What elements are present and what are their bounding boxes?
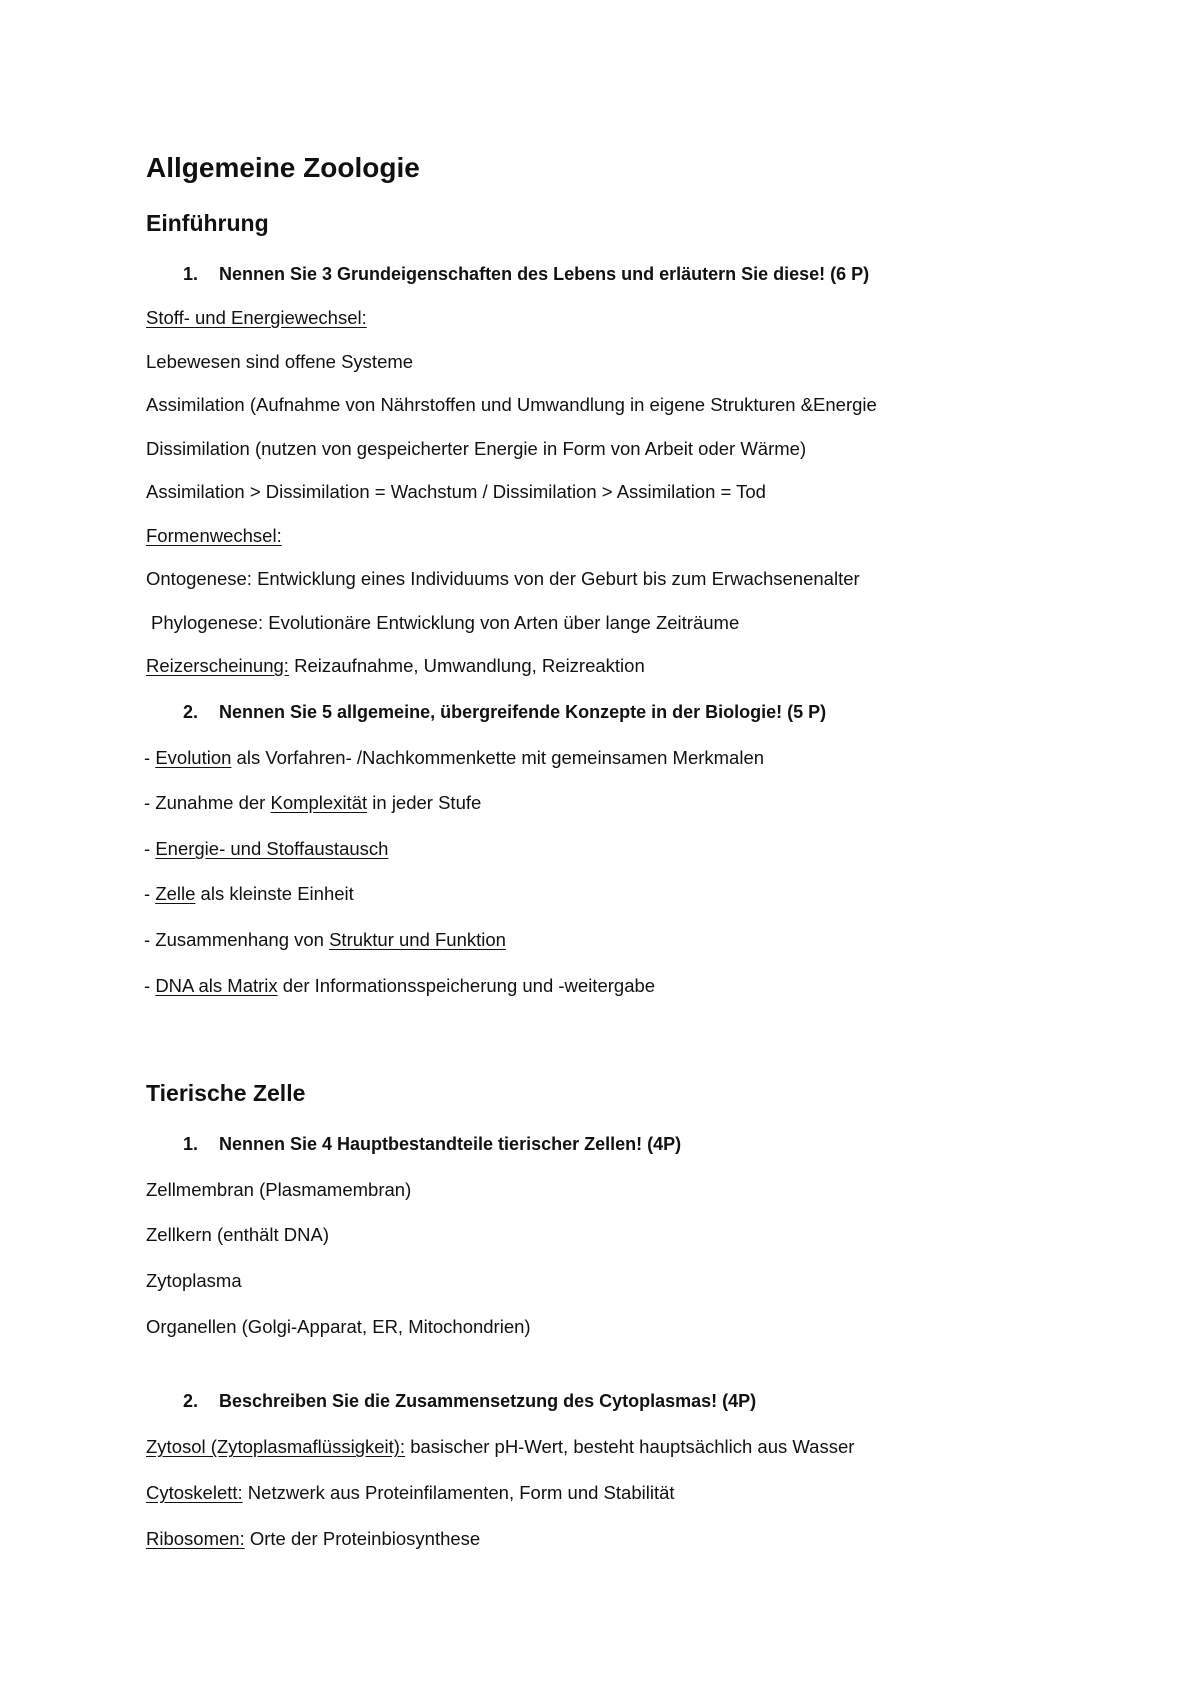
question-text: Nennen Sie 4 Hauptbestandteile tierischer Zellen! (4P): [219, 1134, 682, 1154]
underlined-term: Energie- und Stoffaustausch: [155, 838, 389, 859]
answer-line: Zellkern (enthält DNA): [146, 1224, 330, 1245]
answer-line: Zellmembran (Plasmamembran): [146, 1179, 412, 1200]
underlined-term: Stoff- und Energiewechsel:: [146, 307, 367, 328]
answer-line: Cytoskelett: Netzwerk aus Proteinfilamenten, Form und Stabilität: [146, 1482, 675, 1503]
underlined-term: Ribosomen:: [146, 1528, 245, 1549]
underlined-term: Cytoskelett:: [146, 1482, 243, 1503]
answer-line: Zytoplasma: [146, 1270, 242, 1291]
list-item: - DNA als Matrix der Informationsspeicherung und -weitergabe: [144, 975, 656, 996]
underlined-term: Struktur und Funktion: [329, 929, 506, 950]
underlined-term: Reizerscheinung:: [146, 655, 289, 676]
page-title: Allgemeine Zoologie: [146, 152, 420, 183]
answer-line: Phylogenese: Evolutionäre Entwicklung von Arten über lange Zeiträume: [151, 612, 740, 633]
list-item: - Zelle als kleinste Einheit: [144, 883, 354, 904]
underlined-term: Formenwechsel:: [146, 525, 282, 546]
answer-line: Assimilation > Dissimilation = Wachstum / Dissimilation > Assimilation = Tod: [146, 481, 766, 502]
underlined-term: DNA als Matrix: [155, 975, 278, 996]
answer-line: Organellen (Golgi-Apparat, ER, Mitochondrien): [146, 1316, 531, 1337]
question-text: Nennen Sie 5 allgemeine, übergreifende Konzepte in der Biologie! (5 P): [219, 702, 827, 722]
list-item: - Energie- und Stoffaustausch: [144, 838, 389, 859]
underlined-term: Komplexität: [270, 792, 368, 813]
answer-line: [146, 525, 282, 547]
question-number: 2.: [183, 702, 199, 722]
question-text: Beschreiben Sie die Zusammensetzung des Cytoplasmas! (4P): [219, 1391, 757, 1411]
answer-line: [146, 307, 367, 329]
answer-line: Assimilation (Aufnahme von Nährstoffen und Umwandlung in eigene Strukturen &Energie: [146, 394, 877, 415]
question-number: 1.: [183, 1134, 199, 1154]
answer-line: Zytosol (Zytoplasmaflüssigkeit): basischer pH-Wert, besteht hauptsächlich aus Wasser: [146, 1436, 855, 1457]
section-heading-einfuehrung: Einführung: [146, 210, 269, 236]
answer-line: Ribosomen: Orte der Proteinbiosynthese: [146, 1528, 481, 1549]
section-heading-tierische-zelle: Tierische Zelle: [146, 1080, 306, 1106]
underlined-term: Evolution: [155, 747, 232, 768]
answer-line: Ontogenese: Entwicklung eines Individuums von der Geburt bis zum Erwachsenenalter: [146, 568, 860, 589]
question-number: 2.: [183, 1391, 199, 1411]
answer-line: Dissimilation (nutzen von gespeicherter Energie in Form von Arbeit oder Wärme): [146, 438, 807, 459]
answer-line: Reizerscheinung: Reizaufnahme, Umwandlung, Reizreaktion: [146, 655, 645, 676]
list-item: - Zunahme der Komplexität in jeder Stufe: [144, 792, 482, 813]
underlined-term: Zelle: [155, 883, 196, 904]
list-item: - Zusammenhang von Struktur und Funktion: [144, 929, 506, 950]
underlined-term: Zytosol (Zytoplasmaflüssigkeit):: [146, 1436, 406, 1457]
question-number: 1.: [183, 264, 199, 284]
list-item: - Evolution als Vorfahren- /Nachkommenkette mit gemeinsamen Merkmalen: [144, 747, 765, 768]
question-text: Nennen Sie 3 Grundeigenschaften des Lebens und erläutern Sie diese! (6 P): [219, 264, 870, 284]
answer-line: Lebewesen sind offene Systeme: [146, 351, 414, 372]
